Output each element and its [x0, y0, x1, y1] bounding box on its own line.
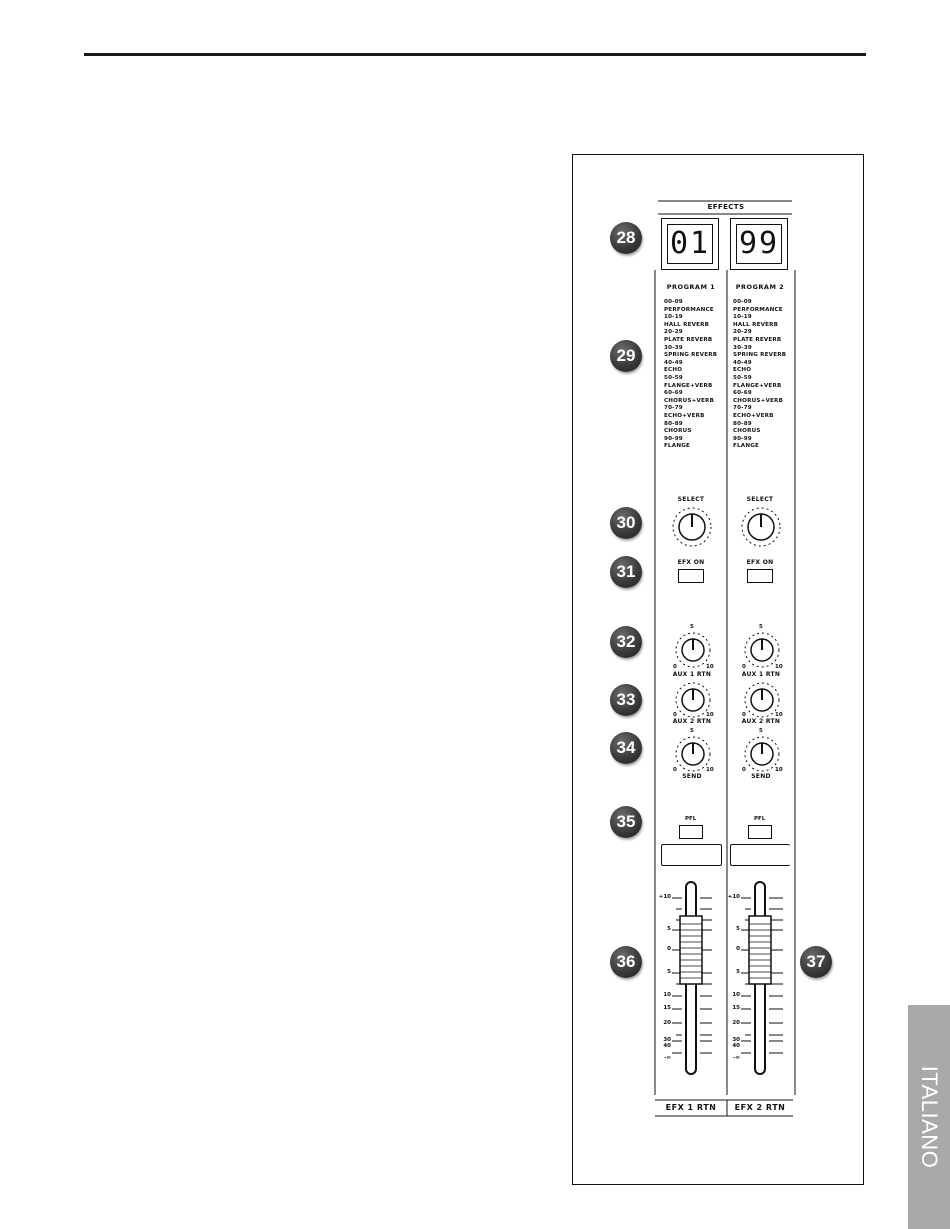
callout-34: 34: [610, 732, 642, 764]
program-item: 30-39 SPRING REVERB: [664, 344, 718, 359]
footer-label-2: EFX 2 RTN: [734, 1103, 786, 1112]
fader-2-scale-5b: 5: [736, 969, 740, 975]
fader-2-scale-0: 0: [736, 946, 740, 952]
fader-1-scale-inf: -∞: [664, 1055, 671, 1061]
program-item: 90-99 FLANGE: [733, 435, 760, 450]
fader-1-scale-20: 20: [663, 1020, 671, 1026]
send-max-1: 10: [706, 767, 714, 773]
fader-2-scale-10: 10: [732, 992, 740, 998]
program-item: 50-59 FLANGE+VERB: [733, 374, 782, 389]
program-item: 40-49 ECHO: [733, 359, 752, 374]
callout-33: 33: [610, 684, 642, 716]
callout-37: 37: [800, 946, 832, 978]
send-mid-2: 5: [759, 728, 763, 734]
program-item: 10-19 HALL REVERB: [664, 314, 710, 328]
program-item: 40-49 ECHO: [664, 359, 683, 374]
fader-1-scale-30: 30: [663, 1037, 671, 1043]
send-min-1: 0: [673, 767, 677, 773]
fader-1-scale-p10: +10: [658, 894, 671, 900]
aux2-min-2: 0: [742, 712, 746, 718]
aux2-label-2: AUX 2 RTN: [741, 718, 781, 725]
callout-29: 29: [610, 340, 642, 372]
program-2-heading: PROGRAM 2: [735, 283, 785, 291]
aux2-max-2: 10: [775, 712, 783, 718]
callout-32: 32: [610, 626, 642, 658]
send-mid-1: 5: [690, 728, 694, 734]
program-item: 30-39 SPRING REVERB: [733, 344, 787, 359]
program-item: 20-29 PLATE REVERB: [733, 329, 782, 343]
efx-on-label-1: EFX ON: [677, 559, 705, 566]
program-item: 00-09 PERFORMANCE: [664, 299, 714, 313]
send-max-2: 10: [775, 767, 783, 773]
fader-1-scale-15: 15: [663, 1005, 671, 1011]
program-item: 20-29 PLATE REVERB: [664, 329, 713, 343]
program-item: 60-69 CHORUS+VERB: [733, 390, 784, 404]
fader-1-scale-5b: 5: [667, 969, 671, 975]
select-knob-2: [739, 505, 783, 549]
language-tab-label: ITALIANO: [917, 1065, 942, 1169]
aux2-min-1: 0: [673, 712, 677, 718]
fader-2-scale-p10: +10: [727, 894, 740, 900]
send-min-2: 0: [742, 767, 746, 773]
aux1-mid-2: 5: [759, 624, 763, 630]
fader-1-scale-40: 40: [663, 1043, 671, 1049]
aux1-max-2: 10: [775, 664, 783, 670]
fader-1-scale-5a: 5: [667, 926, 671, 932]
callout-31: 31: [610, 556, 642, 588]
program-list-1: [664, 299, 717, 451]
program-item: 90-99 FLANGE: [664, 435, 691, 450]
scribble-strip-2: [730, 844, 790, 866]
program-display-1: [661, 218, 719, 270]
fader-2-scale-30: 30: [732, 1037, 740, 1043]
language-tab: [908, 1005, 950, 1229]
send-label-2: SEND: [751, 773, 771, 780]
aux1-min-1: 0: [673, 664, 677, 670]
pfl-label-2: PFL: [754, 816, 766, 822]
fader-1-scale-0: 0: [667, 946, 671, 952]
pfl-button-2: [748, 825, 772, 839]
display-1-digits: 01: [667, 224, 713, 264]
aux1-max-1: 10: [706, 664, 714, 670]
pfl-button-1: [679, 825, 703, 839]
aux1-mid-1: 5: [690, 624, 694, 630]
header-rule: [84, 53, 866, 56]
select-knob-1: [670, 505, 714, 549]
pfl-label-1: PFL: [685, 816, 697, 822]
program-item: 00-09 PERFORMANCE: [733, 299, 783, 313]
program-item: 50-59 FLANGE+VERB: [664, 374, 713, 389]
footer-label-1: EFX 1 RTN: [665, 1103, 717, 1112]
efx-on-label-2: EFX ON: [746, 559, 774, 566]
aux1-min-2: 0: [742, 664, 746, 670]
program-item: 60-69 CHORUS+VERB: [664, 390, 715, 404]
callout-28: 28: [610, 222, 642, 254]
aux2-max-1: 10: [706, 712, 714, 718]
aux1-label-1: AUX 1 RTN: [672, 671, 712, 678]
program-list-2: [733, 299, 786, 451]
display-2-digits: 99: [736, 224, 782, 264]
program-item: 70-79 ECHO+VERB: [664, 405, 705, 419]
aux2-label-1: AUX 2 RTN: [672, 718, 712, 725]
select-label-2: SELECT: [746, 496, 774, 503]
scribble-strip-1: [661, 844, 722, 866]
program-item: 80-89 CHORUS: [733, 420, 761, 435]
program-item: 70-79 ECHO+VERB: [733, 405, 774, 419]
send-label-1: SEND: [682, 773, 702, 780]
program-item: 80-89 CHORUS: [664, 420, 692, 435]
fader-2-scale-20: 20: [732, 1020, 740, 1026]
fader-2-scale-40: 40: [732, 1043, 740, 1049]
efx-on-button-1: [678, 569, 704, 583]
efx-on-button-2: [747, 569, 773, 583]
program-item: 10-19 HALL REVERB: [733, 314, 779, 328]
callout-35: 35: [610, 806, 642, 838]
aux1-label-2: AUX 1 RTN: [741, 671, 781, 678]
effects-label: EFFECTS: [707, 203, 745, 211]
callout-36: 36: [610, 946, 642, 978]
program-1-heading: PROGRAM 1: [666, 283, 716, 291]
fader-2-scale-5a: 5: [736, 926, 740, 932]
fader-2-scale-inf: -∞: [733, 1055, 740, 1061]
select-label-1: SELECT: [677, 496, 705, 503]
callout-30: 30: [610, 507, 642, 539]
fader-1-scale-10: 10: [663, 992, 671, 998]
fader-2-scale-15: 15: [732, 1005, 740, 1011]
program-display-2: [730, 218, 788, 270]
